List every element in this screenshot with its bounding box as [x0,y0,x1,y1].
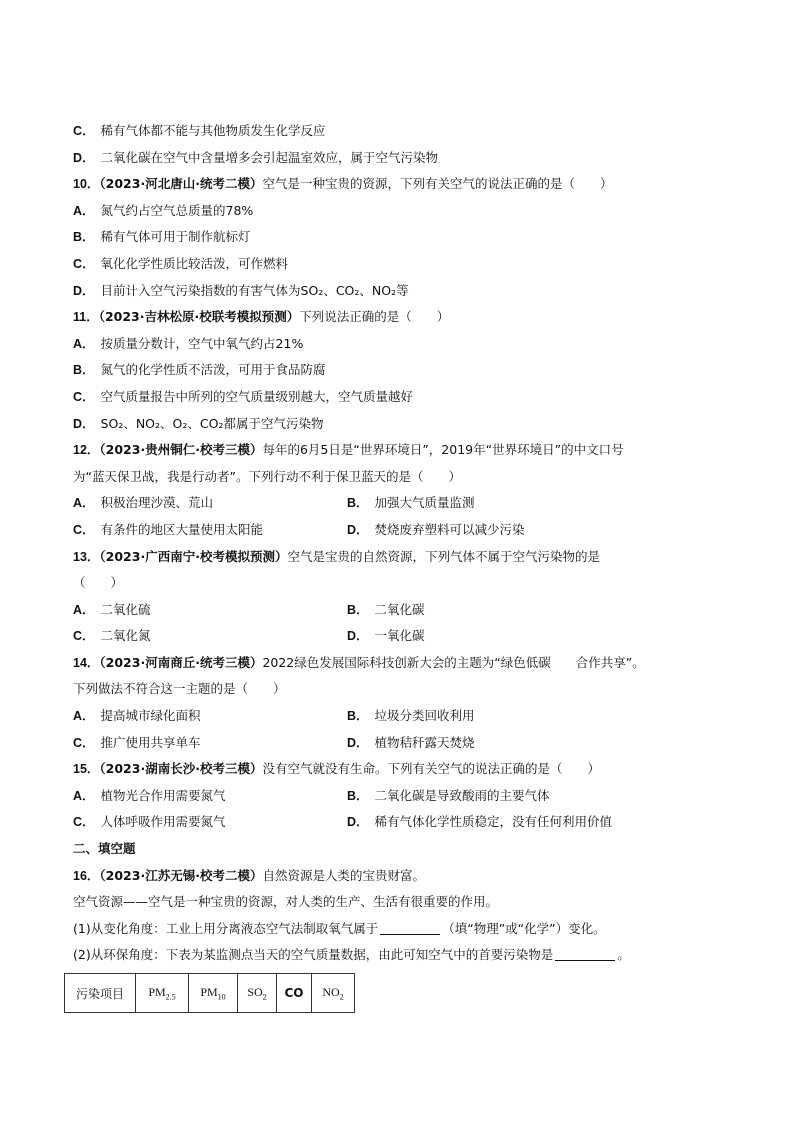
table-cell-pm10: $PM_{10}$ [189,974,238,1013]
question-page [73,118,733,969]
question-13: 13．（2023·广西南宁·校考模拟预测）空气是宝贵的自然资源，下列气体不属于空气污染物的是 [73,548,600,564]
table-cell-pm25: $PM_{2.5}$ [136,974,189,1013]
options-12-cd: C． 有条件的地区大量使用太阳能 D． 焚烧废弃塑料可以减少污染 [73,521,525,537]
question-16-part2: (2)从环保角度：下表为某监测点当天的空气质量数据，由此可知空气中的首要污染物是 。 [73,947,630,963]
option-b-11: B． 氮气的化学性质不活泼，可用于食品防腐 [73,362,326,378]
table-cell-co: CO [277,974,312,1013]
options-15-ab: A． 植物光合作用需要氮气 B． 二氧化碳是导致酸雨的主要气体 [73,787,550,803]
option-c-9: C． 稀有气体都不能与其他物质发生化学反应 [73,123,326,138]
section-heading: 二、填空题 [73,841,136,857]
question-10: 10．（2023·河北唐山·统考二模）空气是一种宝贵的资源，下列有关空气的说法正确的是（ ） [73,176,613,192]
option-c-10: C． 氧化化学性质比较活泼，可作燃料 [73,255,289,271]
option-a-10: A． 氮气约占空气总质量的78% [73,202,254,218]
table-cell-so2: $SO_2$ [238,974,277,1013]
table-cell-no2: $NO_2$ [312,974,355,1013]
question-11: 11．（2023·吉林松原·校联考模拟预测）下列说法正确的是（ ） [73,309,450,325]
table-header-cell: 污染项目 [65,974,136,1013]
option-d-10: D． 目前计入空气污染指数的有害气体为SO₂、CO₂、NO₂等 [73,282,409,298]
option-b-10: B． 稀有气体可用于制作航标灯 [73,229,251,245]
options-13-ab: A． 二氧化硫 B． 二氧化碳 [73,601,425,617]
question-16-intro: 空气资源——空气是一种宝贵的资源，对人类的生产、生活有很重要的作用。 [73,894,499,910]
option-a-11: A． 按质量分数计，空气中氧气约占21% [73,335,304,351]
options-15-cd: C． 人体呼吸作用需要氮气 D． 稀有气体化学性质稳定，没有任何利用价值 [73,814,613,830]
question-15: 15．（2023·湖南长沙·校考三模）没有空气就没有生命。下列有关空气的说法正确的是（ ） [73,761,600,777]
question-14-cont: 下列做法不符合这一主题的是（ ） [73,681,286,697]
options-12-ab: A． 积极治理沙漠、荒山 B． 加强大气质量监测 [73,495,475,511]
question-13-cont: （ ） [73,575,124,591]
table-row [65,974,355,1013]
air-quality-table [64,973,355,1013]
option-c-11: C． 空气质量报告中所列的空气质量级别越大，空气质量越好 [73,388,414,404]
option-d-9: D． 二氧化碳在空气中含量增多会引起温室效应，属于空气污染物 [73,149,439,165]
option-d-11: D． SO₂、NO₂、O₂、CO₂都属于空气污染物 [73,415,324,431]
options-14-cd: C． 推广使用共享单车 D． 植物秸秆露天焚烧 [73,734,475,750]
question-12: 12．（2023·贵州铜仁·校考三模）每年的6月5日是“世界环境日”，2019年“世界环境日”的中文口号 [73,442,624,458]
question-14: 14．（2023·河南商丘·统考三模）2022绿色发展国际科技创新大会的主题为“绿色低碳 合作共享”。 [73,654,645,670]
question-16: 16．（2023·江苏无锡·校考二模）自然资源是人类的宝贵财富。 [73,867,425,883]
answer-blank-2[interactable] [555,946,615,961]
answer-blank-1[interactable] [380,920,440,935]
question-16-part1: (1)从变化角度：工业上用分离液态空气法制取氧气属于 （填“物理”或“化学”）变化。 [73,920,606,936]
question-12-cont: 为“蓝天保卫战，我是行动者”。下列行动不利于保卫蓝天的是（ ） [73,468,461,484]
options-13-cd: C． 二氧化氮 D． 一氧化碳 [73,628,425,644]
options-14-ab: A． 提高城市绿化面积 B． 垃圾分类回收利用 [73,708,475,724]
